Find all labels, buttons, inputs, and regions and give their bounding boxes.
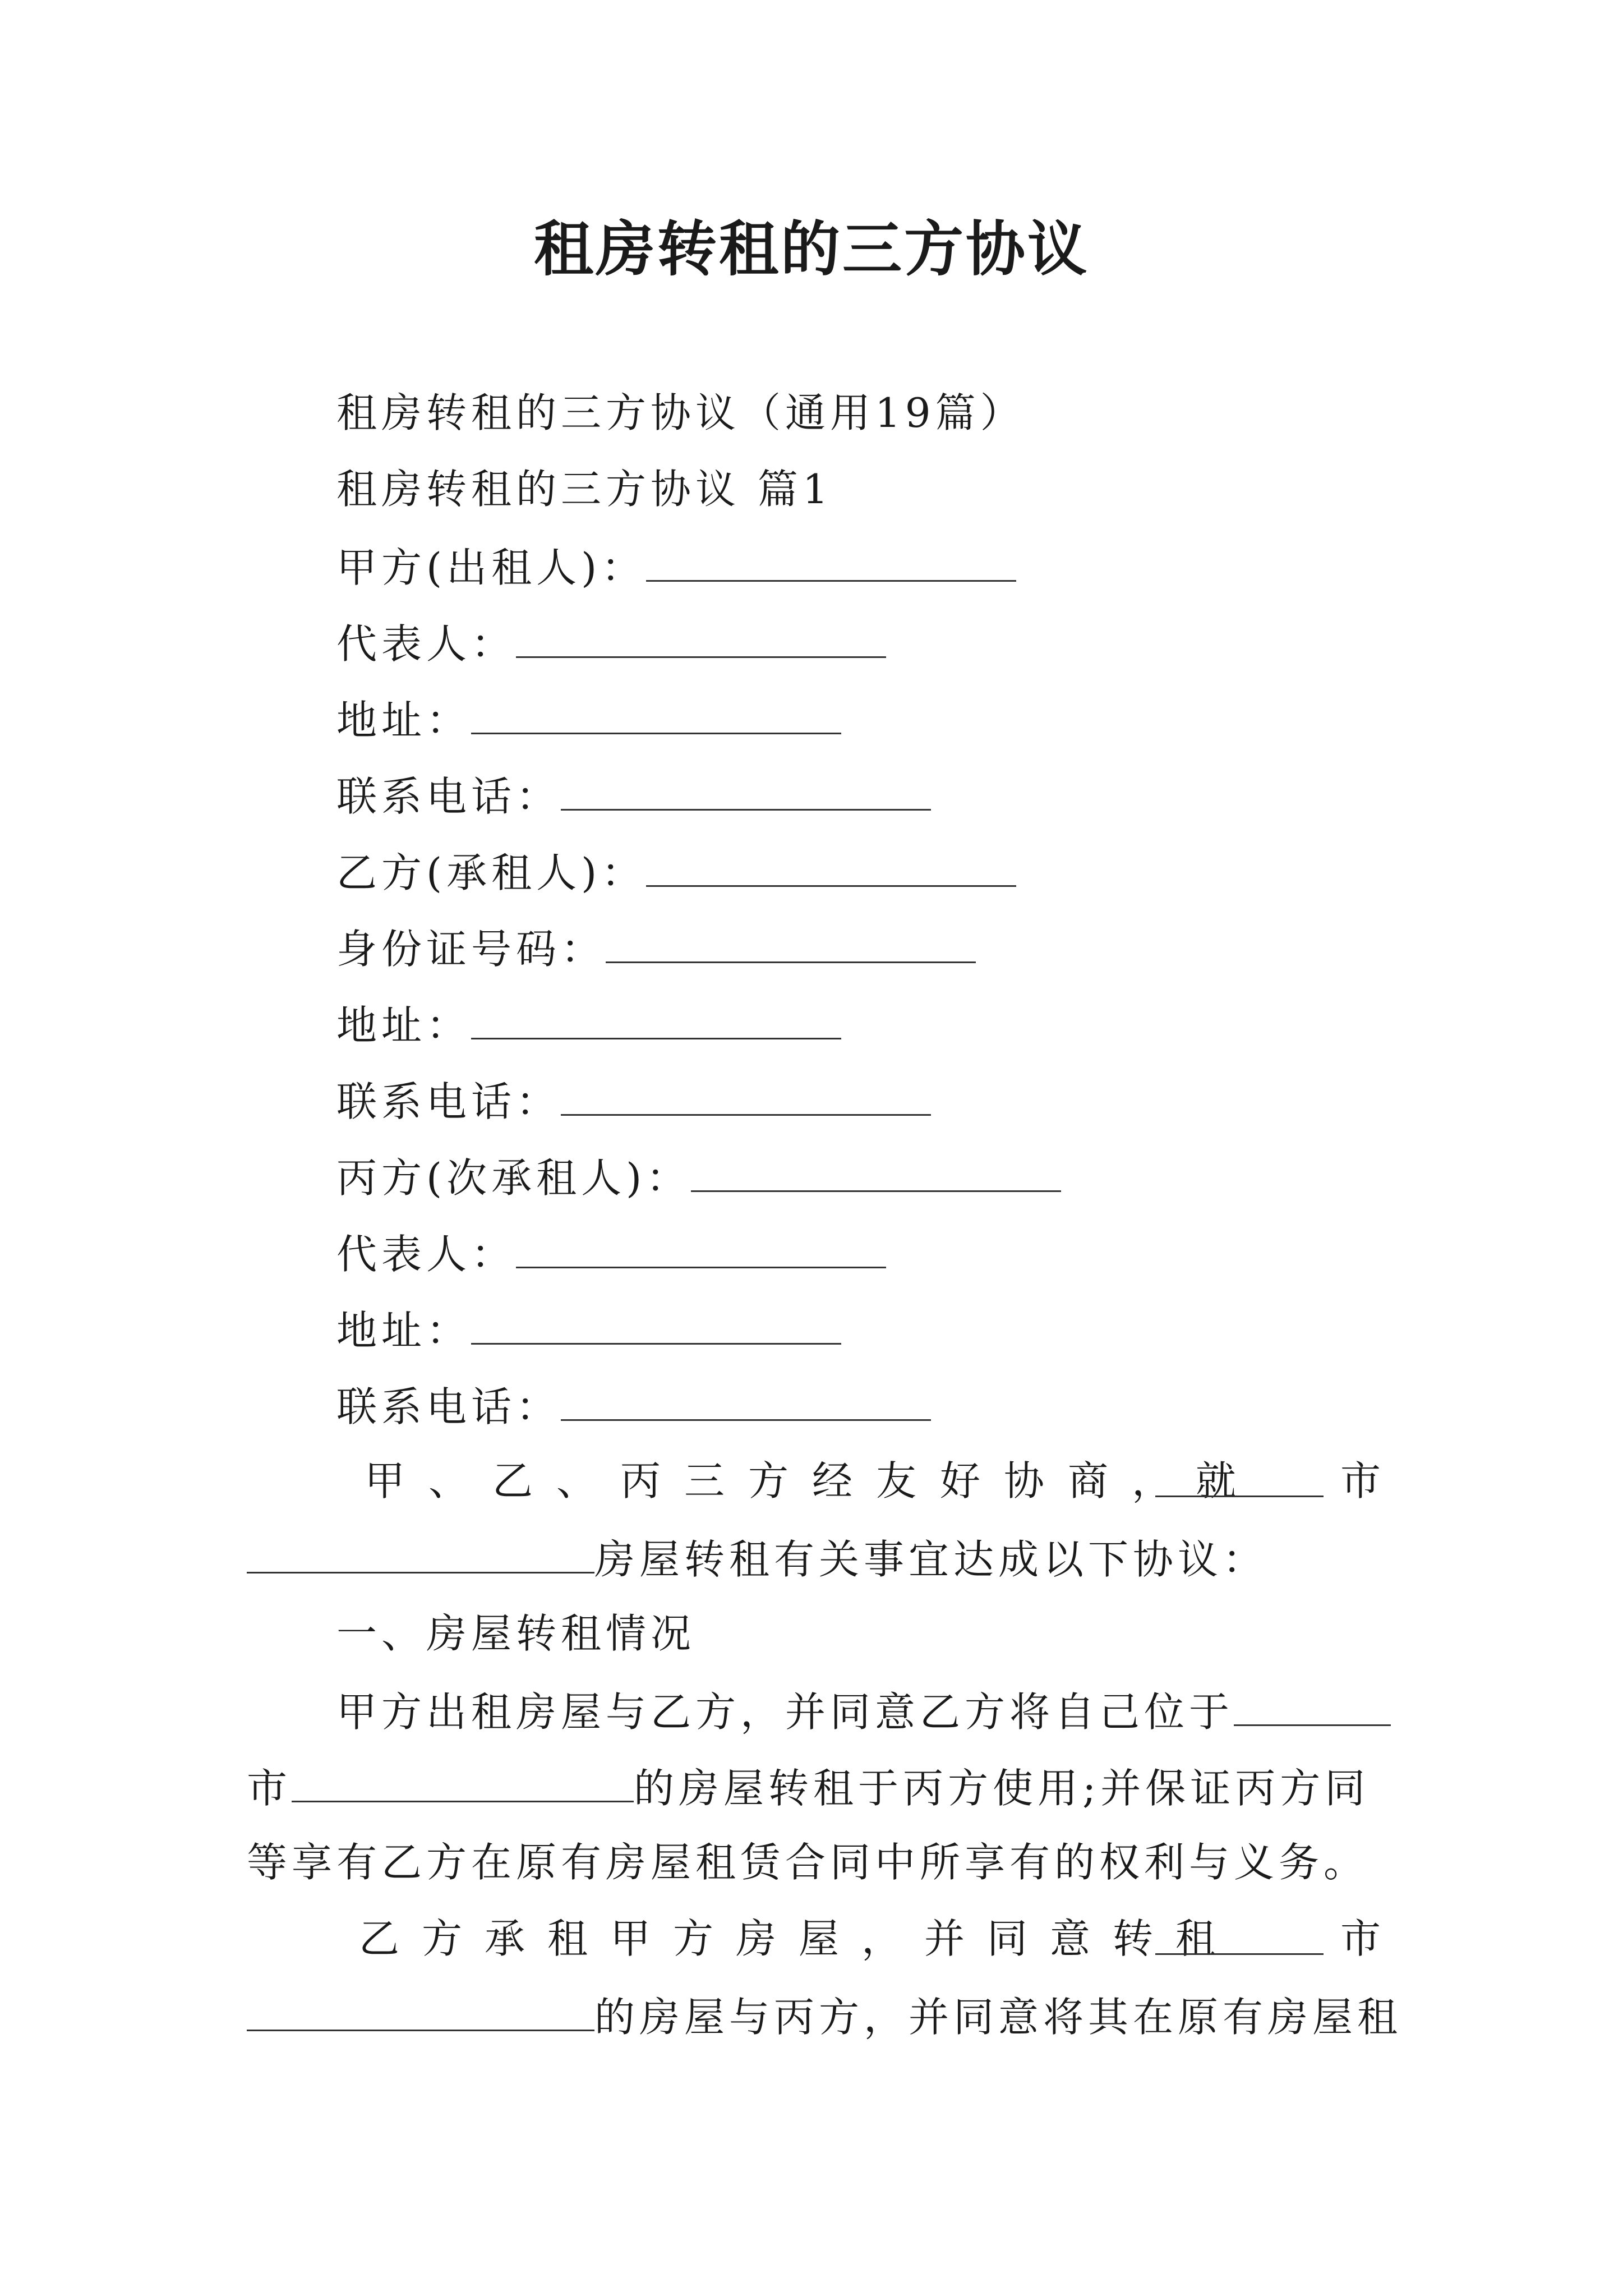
rep-a-label: 代表人：: [336, 620, 517, 668]
rep-c-label: 代表人：: [336, 1231, 517, 1278]
intro-text-1: 甲、乙、丙三方经友好协商，就: [365, 1457, 1260, 1504]
p1-city: 市: [247, 1765, 292, 1812]
p1-line-2: [247, 1765, 1370, 1812]
party-b-line: [336, 849, 1016, 896]
rep-c-line: [336, 1231, 886, 1278]
id-b-label: 身份证号码：: [336, 926, 606, 973]
party-c-line: [336, 1154, 1061, 1202]
p1-text-a: 甲方出租房屋与乙方，并同意乙方将自己位于: [336, 1688, 1234, 1736]
p2-address-blank: [247, 1995, 594, 2031]
addr-c-label: 地址：: [336, 1307, 472, 1354]
party-b-blank: [646, 850, 1016, 887]
intro-address-blank: [247, 1537, 594, 1573]
phone-a-label: 联系电话：: [336, 773, 561, 820]
phone-a-line: [336, 773, 931, 820]
p1-city-blank: [1234, 1690, 1391, 1726]
p1-address-blank: [292, 1766, 634, 1802]
p1-line-3: 等享有乙方在原有房屋租赁合同中所享有的权利与义务。: [247, 1839, 1369, 1886]
party-c-label: 丙方(次承租人)：: [336, 1154, 691, 1202]
id-b-line: [336, 926, 976, 973]
id-b-blank: [606, 927, 976, 963]
party-a-label: 甲方(出租人)：: [336, 544, 647, 591]
addr-b-line: [336, 1002, 841, 1049]
intro-line-2: [247, 1536, 1268, 1583]
addr-c-line: [336, 1307, 841, 1354]
p2-text-b: 的房屋与丙方，并同意将其在原有房屋租: [594, 1994, 1403, 2041]
addr-b-label: 地址：: [336, 1002, 472, 1049]
phone-c-blank: [561, 1384, 931, 1421]
party-c-blank: [691, 1156, 1061, 1192]
phone-a-blank: [561, 774, 931, 811]
subtitle: 租房转租的三方协议（通用19篇）: [336, 389, 1025, 436]
document-title: 租房转租的三方协议: [534, 214, 1089, 284]
party-b-label: 乙方(承租人)：: [336, 849, 647, 896]
p2-line-2: [247, 1994, 1403, 2041]
addr-c-blank: [471, 1308, 841, 1345]
party-a-line: [336, 544, 1016, 591]
rep-c-blank: [516, 1232, 886, 1268]
section-heading-1: 一、房屋转租情况: [336, 1610, 696, 1657]
phone-b-line: [336, 1078, 931, 1125]
phone-c-label: 联系电话：: [336, 1383, 561, 1430]
addr-b-blank: [471, 1003, 841, 1039]
rep-a-blank: [516, 622, 886, 658]
rep-a-line: [336, 620, 886, 668]
addr-a-line: [336, 697, 841, 744]
p1-text-b: 的房屋转租于丙方使用;并保证丙方同: [634, 1765, 1370, 1812]
part-heading: 租房转租的三方协议 篇1: [336, 466, 833, 513]
addr-a-blank: [471, 698, 841, 734]
phone-c-line: [336, 1383, 931, 1430]
addr-a-label: 地址：: [336, 697, 472, 744]
phone-b-label: 联系电话：: [336, 1078, 561, 1125]
intro-city: 市: [1340, 1457, 1386, 1504]
intro-text-2: 房屋转租有关事宜达成以下协议：: [594, 1536, 1268, 1583]
intro-city-blank: [1155, 1461, 1324, 1497]
p1-line-1: [336, 1688, 1391, 1736]
phone-b-blank: [561, 1079, 931, 1116]
p2-city-blank: [1155, 1918, 1324, 1955]
p2-city: 市: [1340, 1915, 1386, 1962]
party-a-blank: [646, 545, 1016, 582]
p2-text-a: 乙方承租甲方房屋，并同意转租: [359, 1915, 1239, 1962]
